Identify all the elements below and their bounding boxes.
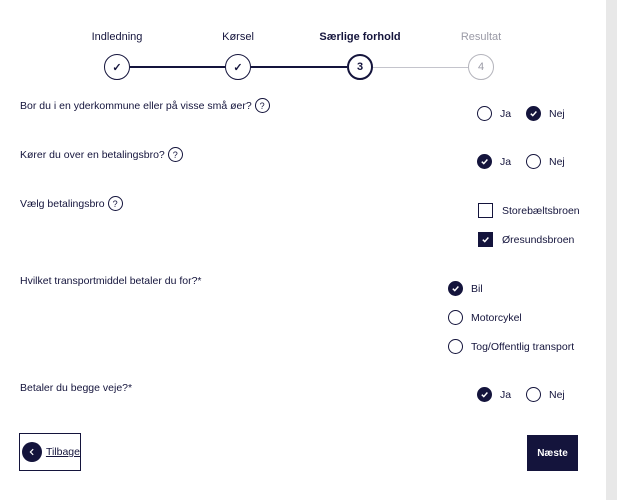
radio-begge-veje-nej[interactable] <box>526 387 565 402</box>
option-label: Nej <box>549 388 565 401</box>
radio-betalingsbro-ja[interactable] <box>477 154 511 169</box>
radio-unchecked-icon <box>526 154 541 169</box>
question-transportmiddel <box>20 275 202 287</box>
step-label-resultat: Resultat <box>460 31 502 43</box>
radio-checked-icon <box>526 106 541 121</box>
step-2-check-icon: ✓ <box>225 54 251 80</box>
checkbox-storebaeltsbroen[interactable] <box>478 203 580 218</box>
radio-unchecked-icon <box>477 106 492 121</box>
help-icon[interactable]: ? <box>168 147 183 162</box>
chevron-left-icon <box>22 442 42 462</box>
option-label: Ja <box>500 107 512 120</box>
option-label: Ja <box>500 388 512 401</box>
question-vaelg-betalingsbro <box>20 196 123 211</box>
radio-checked-icon <box>477 154 492 169</box>
question-yderkommune <box>20 98 270 113</box>
option-label: Øresundsbroen <box>502 233 575 246</box>
step-connector <box>251 66 347 68</box>
back-button-label: Tilbage <box>45 446 80 458</box>
option-label: Nej <box>549 155 565 168</box>
help-icon[interactable]: ? <box>255 98 270 113</box>
question-text: Kører du over en betalingsbro? <box>20 148 165 161</box>
step-label-korsel: Kørsel <box>222 31 254 43</box>
step-connector <box>373 67 468 68</box>
radio-checked-icon <box>448 281 463 296</box>
step-label-saerlige-forhold: Særlige forhold <box>319 31 401 43</box>
scrollbar-track[interactable] <box>606 0 617 500</box>
question-text: Betaler du begge veje?* <box>20 382 133 394</box>
step-1-check-icon: ✓ <box>104 54 130 80</box>
step-connector <box>130 66 225 68</box>
radio-yderkommune-ja[interactable] <box>477 106 511 121</box>
help-icon[interactable]: ? <box>108 196 123 211</box>
radio-unchecked-icon <box>448 310 463 325</box>
radio-checked-icon <box>477 387 492 402</box>
option-label: Nej <box>549 107 565 120</box>
step-label-indledning: Indledning <box>91 31 143 43</box>
question-begge-veje <box>20 382 132 394</box>
back-button[interactable] <box>19 433 81 471</box>
question-text: Vælg betalingsbro <box>20 197 105 210</box>
step-3-number: 3 <box>347 54 373 80</box>
checkbox-unchecked-icon <box>478 203 493 218</box>
option-label: Ja <box>500 155 512 168</box>
option-label: Storebæltsbroen <box>502 204 580 217</box>
radio-transport-bil[interactable] <box>448 281 483 296</box>
checkbox-checked-icon <box>478 232 493 247</box>
option-label: Tog/Offentlig transport <box>471 340 575 353</box>
question-text: Hvilket transportmiddel betaler du for?* <box>20 275 202 287</box>
question-betalingsbro <box>20 147 183 162</box>
next-button[interactable]: Næste <box>527 435 578 471</box>
radio-yderkommune-nej[interactable] <box>526 106 565 121</box>
radio-begge-veje-ja[interactable] <box>477 387 511 402</box>
radio-unchecked-icon <box>526 387 541 402</box>
radio-betalingsbro-nej[interactable] <box>526 154 565 169</box>
checkbox-oresundsbroen[interactable] <box>478 232 574 247</box>
radio-transport-motorcykel[interactable] <box>448 310 522 325</box>
option-label: Bil <box>471 282 483 295</box>
radio-unchecked-icon <box>448 339 463 354</box>
question-text: Bor du i en yderkommune eller på visse små øer? <box>20 99 252 112</box>
radio-transport-tog[interactable] <box>448 339 574 354</box>
option-label: Motorcykel <box>471 311 522 324</box>
step-4-number: 4 <box>468 54 494 80</box>
